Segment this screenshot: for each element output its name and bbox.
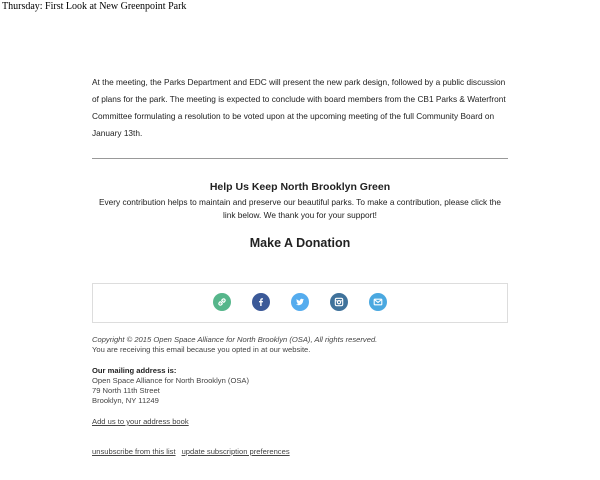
social-share-bar <box>92 283 508 323</box>
support-heading: Help Us Keep North Brooklyn Green <box>209 181 391 193</box>
mailing-address-block <box>92 366 249 406</box>
add-to-address-book-link[interactable]: Add us to your address book <box>92 417 189 426</box>
link-icon[interactable] <box>213 293 231 311</box>
support-text: Every contribution helps to maintain and preserve our beautiful parks. To make a contribution, please click the link below. We thank you for your support! <box>98 197 501 220</box>
divider <box>92 158 508 159</box>
instagram-icon[interactable] <box>330 293 348 311</box>
twitter-icon[interactable] <box>291 293 309 311</box>
footer-copyright-block <box>92 335 377 355</box>
unsubscribe-link[interactable]: unsubscribe from this list <box>92 447 176 456</box>
facebook-icon[interactable] <box>252 293 270 311</box>
mailing-address-label: Our mailing address is: <box>92 366 177 375</box>
copyright-text: Copyright © 2015 Open Space Alliance for North Brooklyn (OSA), All rights reserved. <box>92 335 378 344</box>
donate-link[interactable]: Make A Donation <box>249 236 351 250</box>
address-line: Brooklyn, NY 11249 <box>92 396 159 405</box>
email-icon[interactable] <box>369 293 387 311</box>
page-title: Thursday: First Look at New Greenpoint Park <box>2 1 187 12</box>
address-line: Open Space Alliance for North Brooklyn (OSA) <box>92 376 250 385</box>
update-preferences-link[interactable]: update subscription preferences <box>181 447 290 456</box>
optin-reason-text: You are receiving this email because you opted in at our website. <box>92 345 311 354</box>
address-line: 79 North 11th Street <box>92 386 160 395</box>
article-paragraph: At the meeting, the Parks Department and EDC will present the new park design, followed by a public discussion of plans for the park. The meeting is expected to conclude with board members from the CB1 Parks & Waterfront Committee formulating a resolution to be voted upon at the upcoming meeting of the full Community Board on January 13th. <box>92 77 506 138</box>
